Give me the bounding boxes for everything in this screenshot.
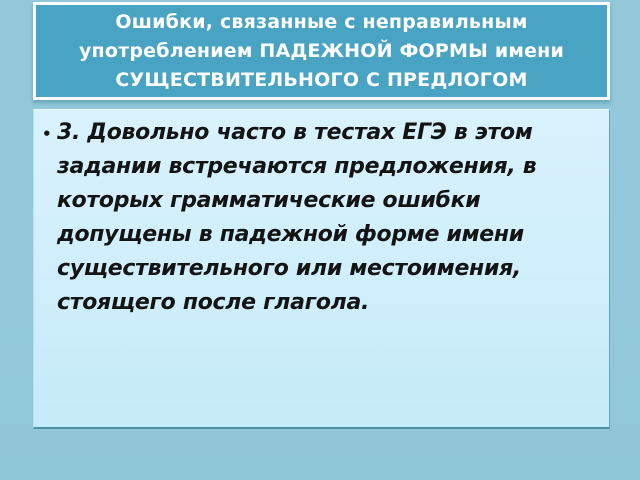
body-line: задании встречаются предложения, в [57,154,537,179]
title-line: Ошибки, связанные с неправильным [115,10,528,33]
content-box [33,109,610,429]
bullet-icon: • [42,125,52,143]
body-line: существительного или местоимения, [57,256,521,281]
body-line: которых грамматические ошибки [57,188,481,213]
title-line: СУЩЕСТВИТЕЛЬНОГО С ПРЕДЛОГОМ [115,68,528,91]
bullet-item [42,116,599,320]
body-line: допущены в падежной форме имени [57,222,524,247]
title-line: употреблением ПАДЕЖНОЙ ФОРМЫ имени [78,39,565,62]
body-line: стоящего после глагола. [57,290,370,315]
bullet-text [57,116,599,320]
body-line: 3. Довольно часто в тестах ЕГЭ в этом [57,120,533,145]
title-box [33,2,610,100]
